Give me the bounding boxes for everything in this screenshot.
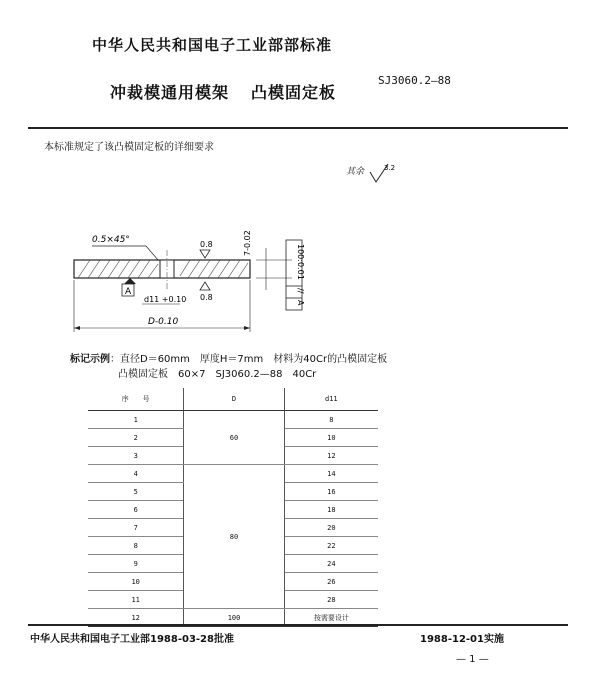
document-title — [110, 80, 336, 103]
cell-D-group2: 80 — [184, 465, 284, 609]
surface-finish-top: 0.8 — [200, 240, 213, 249]
title-main: 冲裁模通用模架 — [110, 83, 230, 102]
cell-d11: 24 — [284, 555, 378, 573]
cell-d11: 18 — [284, 501, 378, 519]
example-line-2: 凸模固定板 60×7 SJ3060.2—88 40Cr — [118, 369, 317, 380]
cell-no: 12 — [88, 609, 184, 627]
hole-dimension: d11 +0.10 — [144, 295, 187, 304]
cell-d11: 26 — [284, 573, 378, 591]
title-sub: 凸模固定板 — [251, 83, 337, 102]
cell-d11: 8 — [284, 411, 378, 429]
example-label: 标记示例 — [70, 354, 110, 365]
cell-d11: 22 — [284, 537, 378, 555]
cell-d11: 16 — [284, 483, 378, 501]
cell-no: 4 — [88, 465, 184, 483]
header-rule — [28, 127, 568, 129]
cell-d11: 10 — [284, 429, 378, 447]
cell-no: 5 — [88, 483, 184, 501]
issuing-organization: 中华人民共和国电子工业部部标准 — [92, 36, 333, 54]
example-line-1: ：直径D＝60mm 厚度H＝7mm 材料为40Cr的凸模固定板 — [110, 354, 388, 365]
chamfer-note: 0.5×45° — [92, 235, 130, 245]
cell-no: 11 — [88, 591, 184, 609]
header-d11: d11 — [284, 388, 378, 411]
thickness-dimension: 7-0.02 — [243, 230, 252, 256]
cell-no: 10 — [88, 573, 184, 591]
roughness-label: 其余 — [346, 167, 365, 177]
cell-no: 1 — [88, 411, 184, 429]
roughness-symbol — [368, 162, 398, 184]
marking-example — [70, 352, 387, 382]
cell-no: 9 — [88, 555, 184, 573]
scope-text: 本标准规定了该凸模固定板的详细要求 — [44, 142, 214, 153]
implementation-date: 1988-12-01实施 — [420, 634, 504, 645]
cell-d11: 20 — [284, 519, 378, 537]
standard-code: SJ3060.2—88 — [378, 74, 451, 87]
cell-no: 6 — [88, 501, 184, 519]
roughness-value: 3.2 — [384, 164, 396, 172]
cell-d11: 12 — [284, 447, 378, 465]
size-table — [88, 388, 378, 627]
cell-D-group1: 60 — [184, 411, 284, 465]
outer-dimension: D-0.10 — [148, 317, 179, 327]
footer-rule — [28, 624, 568, 626]
header-number: 序 号 — [88, 388, 184, 411]
approval-date: 中华人民共和国电子工业部1988-03-28批准 — [30, 634, 234, 645]
table-row — [88, 411, 378, 429]
cell-no: 3 — [88, 447, 184, 465]
cell-d11: 按需要设计 — [284, 609, 378, 627]
parallelism-symbol: // — [296, 288, 305, 294]
part-drawing — [60, 220, 330, 350]
cell-d11: 14 — [284, 465, 378, 483]
cell-d11: 28 — [284, 591, 378, 609]
cell-no: 2 — [88, 429, 184, 447]
cell-no: 7 — [88, 519, 184, 537]
header-D: D — [184, 388, 284, 411]
parallelism-tolerance: 100:0.01 — [296, 244, 305, 280]
parallelism-datum: A — [296, 300, 305, 306]
table-row — [88, 465, 378, 483]
cell-D: 100 — [184, 609, 284, 627]
surface-finish-bottom: 0.8 — [200, 293, 213, 302]
cell-no: 8 — [88, 537, 184, 555]
page-number: — 1 — — [456, 654, 489, 665]
datum-label: A — [125, 287, 132, 297]
